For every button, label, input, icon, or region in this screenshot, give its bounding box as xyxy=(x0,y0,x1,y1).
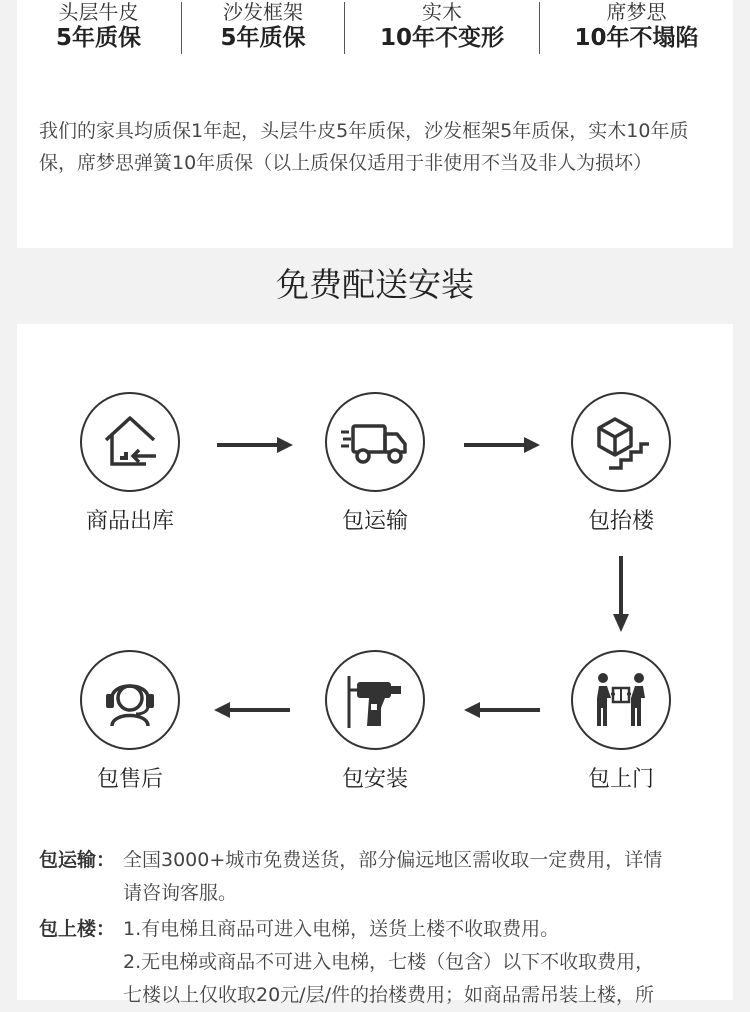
truck-icon xyxy=(339,414,411,470)
note-transport xyxy=(39,844,729,910)
drill-icon xyxy=(343,668,407,732)
note-line: 1.有电梯且商品可进入电梯，送货上楼不收取费用。 xyxy=(123,918,560,940)
arrow-left-icon xyxy=(212,700,292,720)
step-label: 包上门 xyxy=(587,767,654,792)
step-circle xyxy=(571,650,671,750)
arrow-left-icon xyxy=(462,700,542,720)
guarantee-value: 10年不塌陷 xyxy=(574,25,699,51)
guarantee-value: 10年不变形 xyxy=(379,25,504,51)
guarantee-label: 席梦思 xyxy=(606,0,667,24)
delivery-process-card xyxy=(17,324,733,1006)
note-line: 请咨询客服。 xyxy=(123,882,238,904)
step-installation xyxy=(295,650,455,794)
guarantee-value: 5年质保 xyxy=(55,25,141,51)
step-label: 包抬楼 xyxy=(587,509,654,534)
delivery-notes xyxy=(39,844,729,1012)
arrow-right-icon xyxy=(215,435,295,455)
guarantee-label: 实木 xyxy=(422,0,462,24)
step-label: 商品出库 xyxy=(85,509,174,534)
step-circle xyxy=(325,650,425,750)
note-upstairs xyxy=(39,913,729,1012)
house-icon xyxy=(98,410,162,474)
delivery-people-icon xyxy=(589,668,653,732)
step-carry-upstairs xyxy=(541,392,701,536)
note-key: 包运输： xyxy=(39,849,116,871)
guarantee-value: 5年质保 xyxy=(220,25,306,51)
step-circle xyxy=(80,392,180,492)
arrow-down-icon xyxy=(611,554,631,634)
step-circle xyxy=(325,392,425,492)
step-circle xyxy=(80,650,180,750)
warranty-card xyxy=(17,0,733,248)
headset-icon xyxy=(98,668,162,732)
note-line: 七楼以上仅收取20元/层/件的抬楼费用；如商品需吊装上楼，所 xyxy=(123,984,654,1006)
guarantee-label: 头层牛皮 xyxy=(58,0,139,24)
note-line: 全国3000+城市免费送货，部分偏远地区需收取一定费用，详情 xyxy=(123,849,663,871)
guarantee-item xyxy=(17,0,180,56)
box-stairs-icon xyxy=(589,410,653,474)
arrow-right-icon xyxy=(462,435,542,455)
step-warehouse xyxy=(50,392,210,536)
note-key: 包上楼： xyxy=(39,918,116,940)
guarantee-item xyxy=(345,0,539,56)
guarantee-row xyxy=(17,0,733,56)
warranty-description: 我们的家具均质保1年起，头层牛皮5年质保，沙发框架5年质保，实木10年质保，席梦思弹簧10年质保（以上质保仅适用于非使用不当及非人为损坏） xyxy=(39,120,689,174)
step-label: 包售后 xyxy=(96,767,163,792)
note-line: 2.无电梯或商品不可进入电梯，七楼（包含）以下不收取费用， xyxy=(123,951,655,973)
step-after-sales xyxy=(50,650,210,794)
step-circle xyxy=(571,392,671,492)
guarantee-item xyxy=(540,0,733,56)
step-transport xyxy=(295,392,455,536)
section-title: 免费配送安装 xyxy=(276,265,474,304)
guarantee-label: 沙发框架 xyxy=(223,0,303,24)
step-door-delivery xyxy=(541,650,701,794)
step-label: 包安装 xyxy=(341,767,408,792)
guarantee-item xyxy=(182,0,344,56)
step-label: 包运输 xyxy=(341,509,408,534)
